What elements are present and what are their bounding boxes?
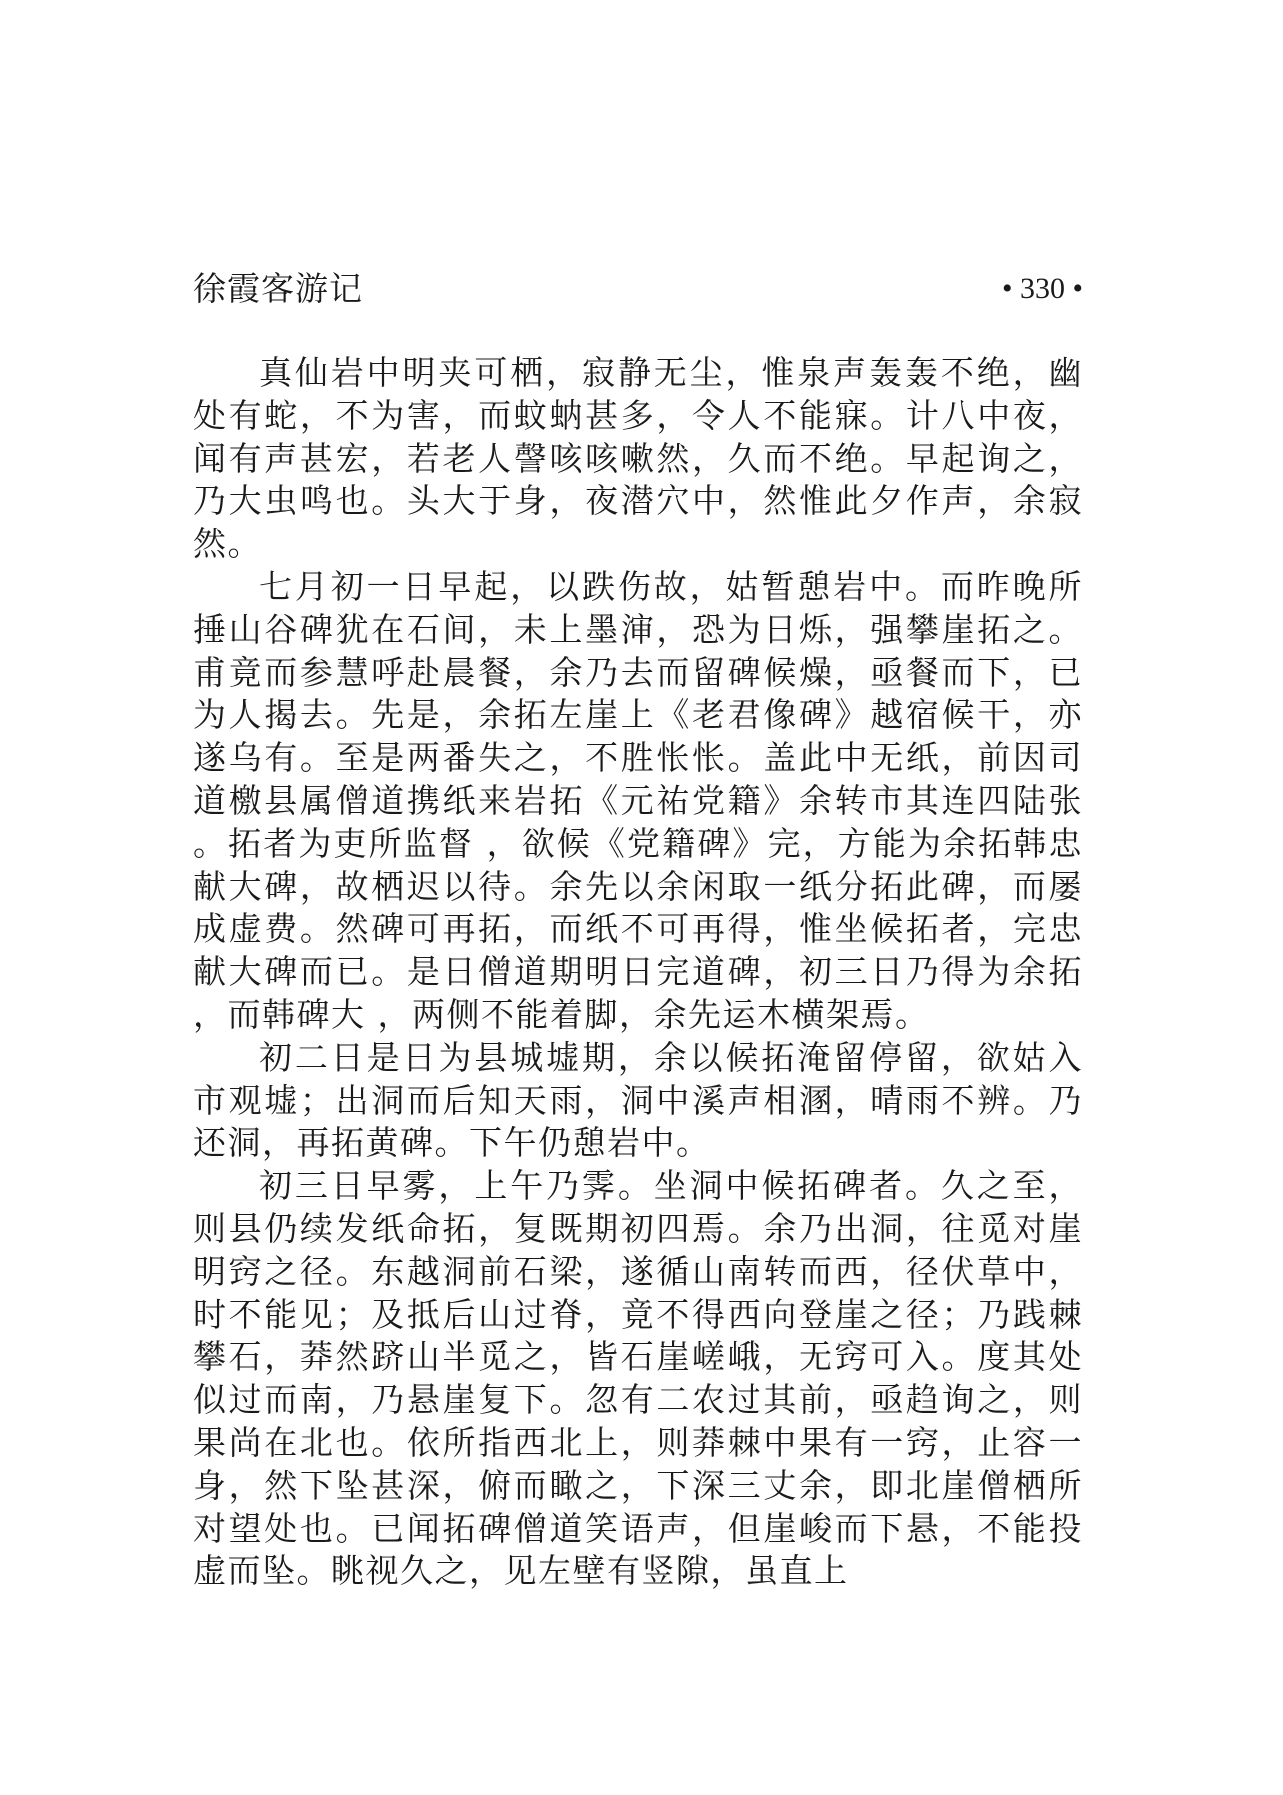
running-header: [193, 265, 1083, 313]
page-number: • 330 •: [1001, 272, 1083, 305]
paragraph: 七月初一日早起，以跌伤故，姑暂憩岩中。而昨晚所捶山谷碑犹在石间，未上墨渖，恐为日烁，强攀崖拓之。甫竟而参慧呼赴晨餐，余乃去而留碑候燥，亟餐而下，已为人揭去。先是，余拓左崖上《老君像碑》越宿候干，亦遂乌有。至是两番失之，不胜怅怅。盖此中无纸，前因司道檄县属僧道携纸来岩拓《元祐党籍》余转市其连四陆张 。拓者为吏所监督 ，欲候《党籍碑》完，方能为余拓韩忠献大碑，故栖迟以待。余先以余闲取一纸分拓此碑，而屡成虚费。然碑可再拓，而纸不可再得，惟坐候拓者，完忠献大碑而已。是日僧道期明日完道碑，初三日乃得为余拓 ，而韩碑大 ，两侧不能着脚，余先运木横架焉。: [193, 566, 1083, 1034]
book-title: 徐霞客游记: [193, 269, 363, 308]
paragraph: 初二日是日为县城墟期，余以候拓淹留停留，欲姑入市观墟；出洞而后知天雨，洞中溪声相溷，晴雨不辨。乃还洞，再拓黄碑。下午仍憩岩中。: [193, 1037, 1083, 1163]
paragraph: 真仙岩中明夹可栖，寂静无尘，惟泉声轰轰不绝，幽处有蛇，不为害，而蚊蚋甚多，令人不能寐。计八中夜，闻有声甚宏，若老人謦咳咳嗽然，久而不绝。早起询之，乃大虫鸣也。头大于身，夜潜穴中，然惟此夕作声，余寂然。: [193, 353, 1083, 564]
body-text: [193, 352, 1083, 1593]
paragraph: 初三日早雾，上午乃霁。坐洞中候拓碑者。久之至，则县仍续发纸命拓，复既期初四焉。余乃出洞，往觅对崖明窍之径。东越洞前石梁，遂循山南转而西，径伏草中，时不能见；及抵后山过脊，竟不得西向登崖之径；乃践棘攀石，莽然跻山半觅之，皆石崖嵯峨，无窍可入。度其处似过而南，乃悬崖复下。忽有二农过其前，亟趋询之，则果尚在北也。依所指西北上，则莽棘中果有一窍，止容一身，然下坠甚深，俯而瞰之，下深三丈余，即北崖僧栖所对望处也。已闻拓碑僧道笑语声，但崖峻而下悬，不能投虚而坠。眺视久之，见左壁有竖隙，虽直上: [193, 1166, 1083, 1591]
